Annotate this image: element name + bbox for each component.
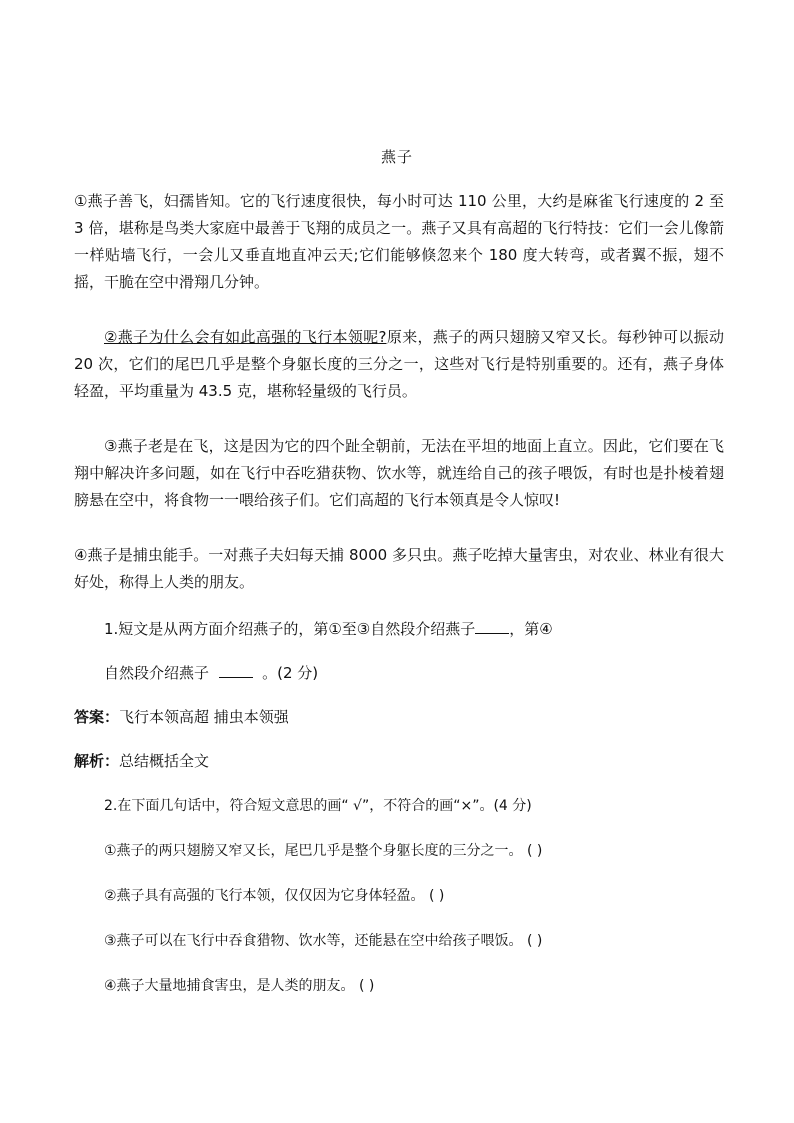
question-1-text: 1.短文是从两方面介绍燕子的，第①至③自然段介绍燕子 [104, 620, 476, 638]
question-1-text-2: 自然段介绍燕子 [104, 664, 210, 682]
answer-text: 飞行本领高超 捕虫本领强 [119, 708, 289, 726]
question-2-stem: 2.在下面几句话中，符合短文意思的画“ √”，不符合的画“×”。(4 分) [104, 798, 532, 814]
question-1-line-2 [104, 662, 318, 684]
paragraph-1: ①燕子善飞，妇孺皆知。它的飞行速度很快，每小时可达 110 公里，大约是麻雀飞行速度的 2 至 3 倍，堪称是鸟类大家庭中最善于飞翔的成员之一。燕子又具有高超的飞行特技：它们一会儿像箭一样贴墙飞行，一会儿又垂直地直冲云天;它们能够倏忽来个 180 度大转弯，或者翼不振，翅不摇，干脆在空中滑翔几分钟。 [74, 192, 724, 291]
paragraph-3: ③燕子老是在飞，这是因为它的四个趾全朝前，无法在平坦的地面上直立。因此，它们要在飞翔中解决许多问题，如在飞行中吞吃猎获物、饮水等，就连给自己的孩子喂饭，有时也是扑棱着翅膀悬在空中，将食物一一喂给孩子们。它们高超的飞行本领真是令人惊叹! [74, 437, 724, 509]
answer-blank-1[interactable] [475, 619, 509, 634]
article-title: 燕子 [380, 148, 413, 166]
analysis-line [74, 750, 209, 772]
question-2-item: ②燕子具有高强的飞行本领，仅仅因为它身体轻盈。 ( ) [104, 888, 445, 904]
answer-line [74, 706, 289, 728]
paragraph-2-question: ②燕子为什么会有如此高强的飞行本领呢? [104, 328, 387, 346]
answer-label: 答案： [74, 708, 120, 726]
analysis-label: 解析： [74, 752, 120, 770]
paragraph-4: ④燕子是捕虫能手。一对燕子夫妇每天捕 8000 多只虫。燕子吃掉大量害虫，对农业、林业有很大好处，称得上人类的朋友。 [74, 546, 724, 591]
answer-blank-2[interactable] [219, 663, 253, 678]
paragraph-2 [74, 324, 724, 405]
question-2-item: ①燕子的两只翅膀又窄又长，尾巴几乎是整个身躯长度的三分之一。 ( ) [104, 843, 543, 859]
question-1-line-1 [104, 618, 553, 640]
question-2-item: ③燕子可以在飞行中吞食猎物、饮水等，还能悬在空中给孩子喂饭。 ( ) [104, 933, 543, 949]
question-1-text-cont: ，第④ [509, 620, 553, 638]
analysis-text: 总结概括全文 [119, 752, 210, 770]
question-2-item: ④燕子大量地捕食害虫，是人类的朋友。 ( ) [104, 978, 375, 994]
paragraph-2-body: 原来，燕子的两只翅膀又窄又长。每秒钟可以振动 20 次，它们的尾巴几乎是整个身躯长度的三分之一，这些对飞行是特别重要的。还有，燕子身体轻盈，平均重量为 43.5 克，堪称轻量级的飞行员。 [74, 328, 724, 400]
question-1-score: 。(2 分) [262, 664, 319, 682]
